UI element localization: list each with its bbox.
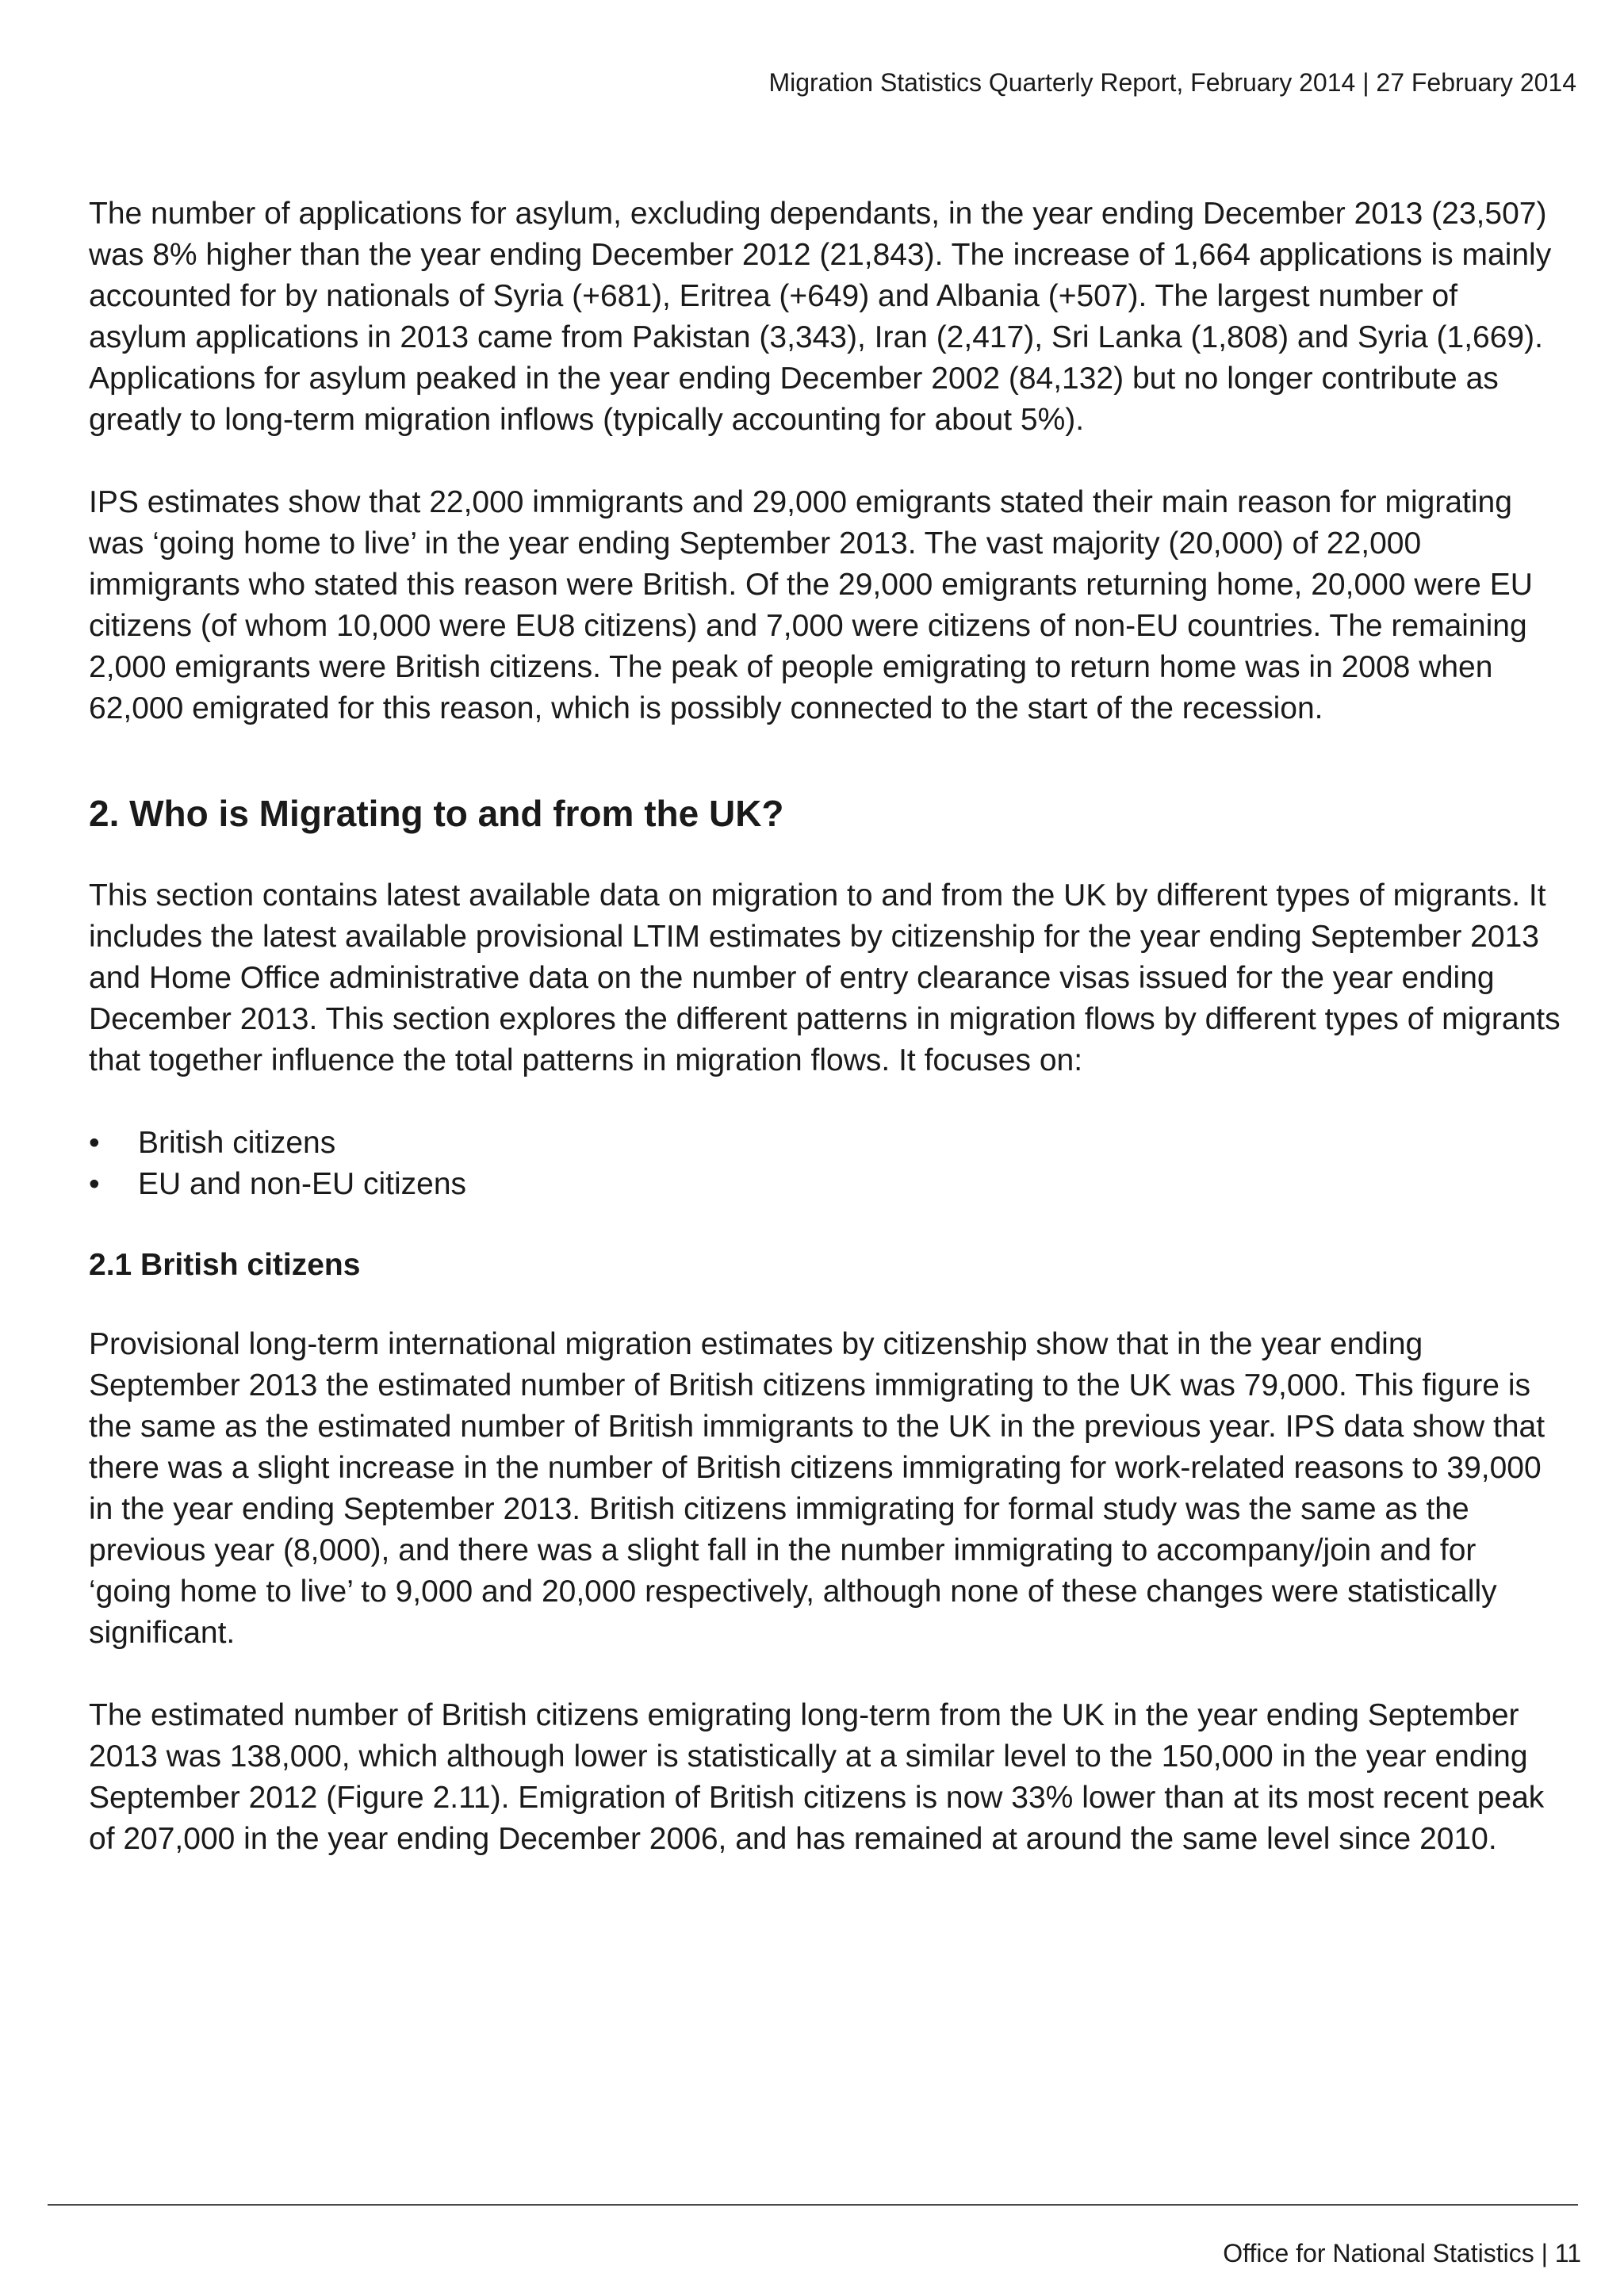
paragraph-british-emigration: The estimated number of British citizens emigrating long-term from the UK in the year ending September 2013 was 138,000, which although lower is statistically at a similar level to the 150,000 in the year ending September 2012 (Figure 2.11). Emigration of British citizens is now 33% lower than at its most recent peak of 207,000 in the year ending December 2006, and has remained at around the same level since 2010.: [89, 1698, 1545, 1856]
paragraph-ips-going-home: IPS estimates show that 22,000 immigrants and 29,000 emigrants stated their main reason for migrating was ‘going home to live’ in the year ending September 2013. The vast majority (20,000) of 22,000 immigrants who stated this reason were British. Of the 29,000 emigrants returning home, 20,000 were EU citizens (of whom 10,000 were EU8 citizens) and 7,000 were citizens of non-EU countries. The remaining 2,000 emigrants were British citizens. The peak of people emigrating to return home was in 2008 when 62,000 emigrated for this reason, which is possibly connected to the start of the recession.: [89, 485, 1533, 725]
bullet-icon: •: [89, 1126, 100, 1160]
paragraph-section-intro: This section contains latest available data on migration to and from the UK by different types of migrants. It includes the latest available provisional LTIM estimates by citizenship for the year ending September 2013 and Home Office administrative data on the number of entry clearance visas issued for the year ending December 2013. This section explores the different patterns in migration flows by different types of migrants that together influence the total patterns in migration flows. It focuses on:: [89, 878, 1561, 1077]
focus-list: [89, 1123, 1561, 1205]
subsection-heading: 2.1 British citizens: [89, 1248, 361, 1282]
paragraph-british-immigration: Provisional long-term international migration estimates by citizenship show that in the year ending September 2013 the estimated number of British citizens immigrating to the UK was 79,000. This figure is the same as the estimated number of British immigrants to the UK in the previous year. IPS data show that there was a slight increase in the number of British citizens immigrating for work-related reasons to 39,000 in the year ending September 2013. British citizens immigrating for formal study was the same as the previous year (8,000), and there was a slight fall in the number immigrating to accompany/join and for ‘going home to live’ to 9,000 and 20,000 respectively, although none of these changes were statistically significant.: [89, 1327, 1545, 1650]
list-item-label: EU and non-EU citizens: [138, 1167, 467, 1201]
list-item: [89, 1164, 1561, 1205]
footer-divider: [48, 2204, 1578, 2206]
footer-page-label: Office for National Statistics | 11: [1223, 2239, 1581, 2267]
list-item-label: British citizens: [138, 1126, 336, 1160]
paragraph-asylum: The number of applications for asylum, excluding dependants, in the year ending December 2013 (23,507) was 8% higher than the year ending December 2012 (21,843). The increase of 1,664 applications is mainly accounted for by nationals of Syria (+681), Eritrea (+649) and Albania (+507). The largest number of asylum applications in 2013 came from Pakistan (3,343), Iran (2,417), Sri Lanka (1,808) and Syria (1,669). Applications for asylum peaked in the year ending December 2002 (84,132) but no longer contribute as greatly to long-term migration inflows (typically accounting for about 5%).: [89, 197, 1552, 437]
bullet-icon: •: [89, 1167, 100, 1201]
page-content: [89, 193, 1561, 1860]
list-item: [89, 1123, 1561, 1164]
running-header: Migration Statistics Quarterly Report, February 2014 | 27 February 2014: [768, 68, 1576, 97]
section-heading: 2. Who is Migrating to and from the UK?: [89, 793, 784, 834]
